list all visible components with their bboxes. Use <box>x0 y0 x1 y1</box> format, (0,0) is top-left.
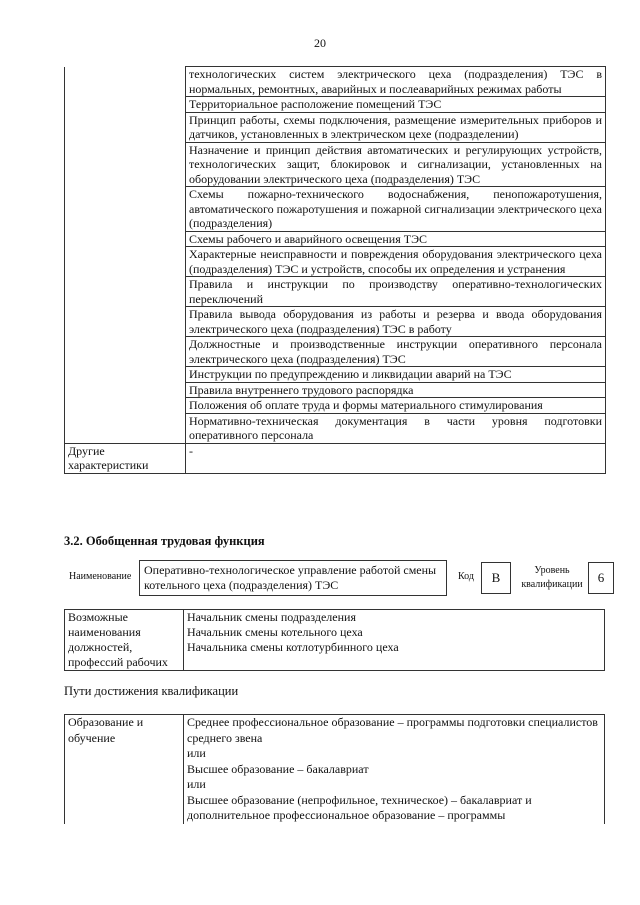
table-row <box>65 187 606 232</box>
table-row <box>65 367 606 383</box>
knowledge-item: Схемы пожарно-технического водоснабжения, пенопожаротушения, автоматического пожаротушения и пожарной сигнализации электрического цеха (подразделения) <box>186 187 606 232</box>
label-cell <box>65 398 186 414</box>
knowledge-item: Назначение и принцип действия автоматических и регулирующих устройств, технологических защит, блокировок и сигнализации, установленных на оборудовании электрического цеха (подразделения) ТЭС <box>186 142 606 187</box>
label-cell <box>65 67 186 97</box>
table-row <box>65 610 605 671</box>
positions-list <box>184 610 605 671</box>
label-cell <box>65 277 186 307</box>
required-knowledge-table <box>64 66 606 474</box>
label-cell <box>65 337 186 367</box>
label-cell <box>65 382 186 398</box>
knowledge-item: Инструкции по предупреждению и ликвидации аварий на ТЭС <box>186 367 606 383</box>
education-table <box>64 714 605 824</box>
knowledge-item: Характерные неисправности и повреждения оборудования электрического цеха (подразделения) ТЭС и устройств, способы их определения и устранения <box>186 247 606 277</box>
section-heading: 3.2. Обобщенная трудовая функция <box>64 534 265 548</box>
list-item: или <box>187 746 206 760</box>
list-item: Начальник смены котельного цеха <box>187 625 363 639</box>
table-row <box>65 337 606 367</box>
knowledge-item: Территориальное расположение помещений ТЭС <box>186 97 606 113</box>
knowledge-item: Правила внутреннего трудового распорядка <box>186 382 606 398</box>
education-label: Образование и обучение <box>65 715 184 824</box>
qualification-paths-heading: Пути достижения квалификации <box>64 684 239 698</box>
table-row <box>65 97 606 113</box>
table-row <box>65 247 606 277</box>
table-row <box>65 67 606 97</box>
list-item: Начальник смены подразделения <box>187 610 356 624</box>
knowledge-item: Нормативно-техническая документация в части уровня подготовки оперативного персонала <box>186 413 606 443</box>
knowledge-item: технологических систем электрического цеха (подразделения) ТЭС в нормальных, ремонтных, аварийных и послеаварийных режимах работы <box>186 67 606 97</box>
label-cell <box>65 367 186 383</box>
table-row <box>65 413 606 443</box>
knowledge-item: Правила и инструкции по производству оперативно-технологических переключений <box>186 277 606 307</box>
knowledge-item: Принцип работы, схемы подключения, размещение измерительных приборов и датчиков, установленных в электрическом цехе (подразделении) <box>186 112 606 142</box>
knowledge-item: Должностные и производственные инструкции оперативного персонала электрического цеха (подразделения) ТЭС <box>186 337 606 367</box>
positions-label: Возможные наименования должностей, профессий рабочих <box>65 610 184 671</box>
label-cell <box>65 307 186 337</box>
table-row <box>65 382 606 398</box>
table-row <box>65 277 606 307</box>
function-name-box: Оперативно-технологическое управление работой смены котельного цеха (подразделения) ТЭС <box>139 560 447 596</box>
education-list <box>184 715 605 824</box>
table-row <box>65 307 606 337</box>
table-row <box>65 715 605 824</box>
other-characteristics-value: - <box>186 443 606 473</box>
table-row <box>65 398 606 414</box>
knowledge-item: Схемы рабочего и аварийного освещения ТЭС <box>186 231 606 247</box>
table-row <box>65 231 606 247</box>
label-cell <box>65 231 186 247</box>
table-row <box>65 112 606 142</box>
code-box: B <box>481 562 511 594</box>
label-cell <box>65 187 186 232</box>
knowledge-item: Положения об оплате труда и формы материального стимулирования <box>186 398 606 414</box>
knowledge-item: Правила вывода оборудования из работы и резерва и ввода оборудования электрического цеха (подразделения) ТЭС в работу <box>186 307 606 337</box>
label-cell <box>65 247 186 277</box>
list-item: или <box>187 777 206 791</box>
label-cell <box>65 413 186 443</box>
name-label: Наименование <box>69 571 132 582</box>
table-row <box>65 443 606 473</box>
qualification-level-label: Уровень квалификации <box>521 565 583 590</box>
list-item: Высшее образование – бакалавриат <box>187 761 369 776</box>
positions-table <box>64 609 605 671</box>
list-item: Среднее профессиональное образование – программы подготовки специалистов среднего звена <box>187 715 598 745</box>
other-characteristics-label: Другие характеристики <box>65 443 186 473</box>
label-cell <box>65 142 186 187</box>
label-cell <box>65 97 186 113</box>
qualification-level-box: 6 <box>588 562 614 594</box>
list-item: Начальника смены котлотурбинного цеха <box>187 640 399 654</box>
list-item: Высшее образование (непрофильное, техническое) – бакалавриат и дополнительное профессиональное образование – программы <box>187 792 532 822</box>
table-row <box>65 142 606 187</box>
label-cell <box>65 112 186 142</box>
page-number: 20 <box>314 36 326 50</box>
code-label: Код <box>458 571 474 582</box>
